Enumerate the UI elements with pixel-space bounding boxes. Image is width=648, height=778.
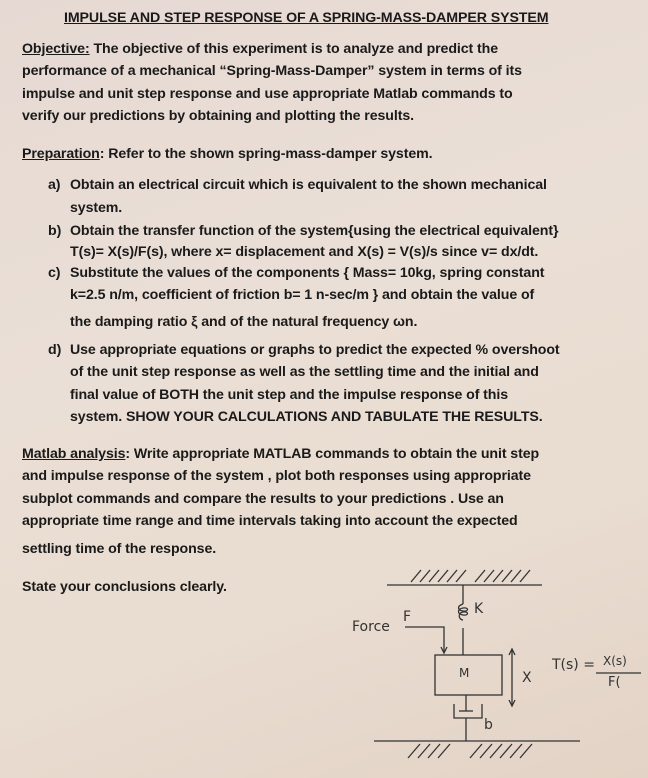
spring-label: K [474,601,484,617]
matlab-line-4: appropriate time range and time intervals taking into account the expected [22,513,518,529]
mass-label: M [459,666,470,680]
item-c-line: the damping ratio ξ and of the natural frequency ωn. [70,314,418,330]
item-d-line: Use appropriate equations or graphs to predict the expected % overshoot [70,342,560,358]
transfer-function-numerator: X(s) [603,654,627,668]
item-b-marker: b) [48,223,62,239]
bottom-wall [374,741,580,758]
item-b-line: Obtain the transfer function of the system{using the electrical equivalent} [70,223,559,239]
transfer-function-denominator: F( [608,675,621,690]
spring [459,585,468,655]
conclusion-text: State your conclusions clearly. [22,579,227,595]
item-d-line: system. SHOW YOUR CALCULATIONS AND TABULATE THE RESULTS. [70,409,543,425]
matlab-text: : Write appropriate MATLAB commands to obtain the unit step [125,446,540,462]
matlab-line-2: and impulse response of the system , plot both responses using appropriate [22,468,531,484]
force-symbol: F [403,609,412,625]
page-title: IMPULSE AND STEP RESPONSE OF A SPRING-MASS-DAMPER SYSTEM [64,10,549,26]
matlab-label: Matlab analysis [22,446,126,462]
objective-line-4: verify our predictions by obtaining and plotting the results. [22,108,414,124]
item-d-line: final value of BOTH the unit step and the impulse response of this [70,387,508,403]
displacement-arrow [509,649,515,706]
force-label: Force [352,619,390,635]
top-wall [387,570,542,585]
force-arrow [405,627,447,653]
matlab-line-5: settling time of the response. [22,541,217,557]
objective-line-3: impulse and unit step response and use appropriate Matlab commands to [22,86,513,102]
objective-text: The objective of this experiment is to analyze and predict the [93,41,498,57]
damper-label: b [484,717,493,733]
damper [454,695,482,741]
item-d-marker: d) [48,342,62,358]
item-c-marker: c) [48,265,61,281]
item-a-marker: a) [48,177,61,193]
objective-label: Objective: [22,41,90,57]
preparation-label: Preparation [22,146,100,162]
transfer-function-lhs: T(s) = [552,657,595,673]
displacement-label: X [522,670,532,686]
preparation-text: : Refer to the shown spring-mass-damper system. [99,146,433,162]
item-a-line: system. [70,200,123,216]
item-c-line: k=2.5 n/m, coefficient of friction b= 1 n-sec/m } and obtain the value of [70,287,535,303]
objective-line-2: performance of a mechanical “Spring-Mass-Damper” system in terms of its [22,63,522,79]
matlab-line-3: subplot commands and compare the results to your predictions . Use an [22,491,504,507]
item-d-line: of the unit step response as well as the settling time and the initial and [70,364,539,380]
item-a-line: Obtain an electrical circuit which is equivalent to the shown mechanical [70,177,547,193]
item-c-line: Substitute the values of the components { Mass= 10kg, spring constant [70,265,545,281]
item-b-line: T(s)= X(s)/F(s), where x= displacement and X(s) = V(s)/s since v= dx/dt. [70,244,539,260]
